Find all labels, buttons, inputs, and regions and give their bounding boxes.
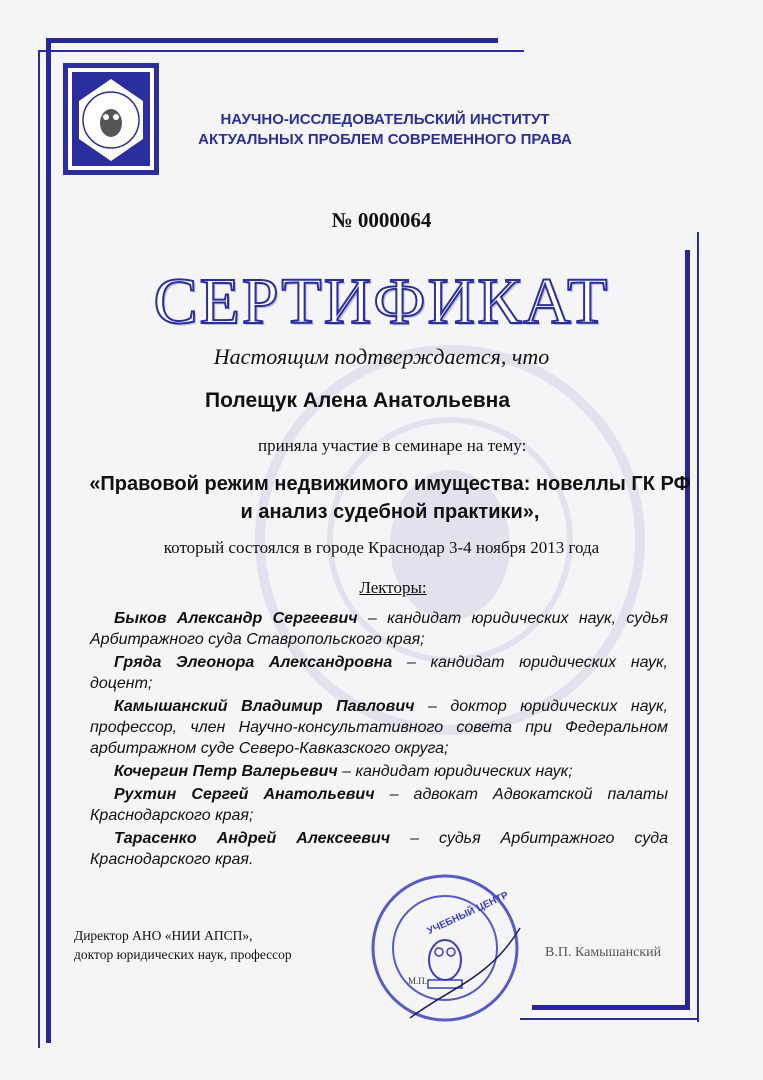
stamp-label: УЧЕБНЫЙ ЦЕНТР: [425, 889, 511, 938]
frame-bottom-thin: [520, 1018, 699, 1020]
director-block: [74, 926, 292, 964]
frame-bottom-thick: [532, 1005, 690, 1010]
lecturer-name: Камышанский Владимир Павлович: [114, 698, 415, 715]
signatory-name: В.П. Камышанский: [545, 945, 662, 960]
frame-top-thin: [38, 50, 524, 52]
lecturer-name: Тарасенко Андрей Алексеевич: [114, 830, 391, 847]
lecturer-item: [90, 696, 668, 759]
seminar-topic: [60, 470, 720, 526]
institute-name-line1: НАУЧНО-ИССЛЕДОВАТЕЛЬСКИЙ ИНСТИТУТ: [220, 111, 550, 128]
participation-text: приняла участие в семинаре на тему:: [258, 436, 527, 455]
institute-name-line2: АКТУАЛЬНЫХ ПРОБЛЕМ СОВРЕМЕННОГО ПРАВА: [198, 131, 572, 148]
institute-logo: [63, 63, 159, 175]
seminar-topic-line1: «Правовой режим недвижимого имущества: новеллы ГК РФ: [89, 473, 691, 495]
recipient-name: Полещук Алена Анатольевна: [205, 389, 511, 412]
lecturer-name: Гряда Элеонора Александровна: [114, 654, 393, 671]
lecturer-desc: – кандидат юридических наук, судья Арбитражного суда Ставропольского края;: [90, 610, 668, 648]
lecturer-item: [90, 784, 668, 826]
certificate-number: № 0000064: [331, 208, 432, 232]
lecturer-desc: – кандидат юридических наук, доцент;: [90, 654, 668, 692]
seminar-location-date: который состоялся в городе Краснодар 3-4 ноября 2013 года: [163, 538, 600, 557]
director-line1: Директор АНО «НИИ АПСП»,: [74, 928, 253, 943]
lecturers-heading: Лекторы:: [359, 578, 427, 597]
lecturer-desc: – судья Арбитражного суда Краснодарского края.: [90, 830, 668, 868]
lecturer-name: Быков Александр Сергеевич: [114, 610, 358, 627]
certificate-title: СЕРТИФИКАТ: [153, 265, 610, 338]
lecturer-name: Рухтин Сергей Анатольевич: [114, 786, 375, 803]
lecturer-desc: – доктор юридических наук, профессор, член Научно-консультативного совета при Федеральном арбитражном суде Северо-Кавказского округа;: [90, 698, 668, 757]
director-line2: доктор юридических наук, профессор: [74, 947, 292, 962]
lecturer-name: Кочергин Петр Валерьевич: [114, 763, 338, 780]
lecturers-list: [90, 608, 668, 872]
lecturer-desc: – адвокат Адвокатской палаты Краснодарского края;: [90, 786, 668, 824]
frame-top-thick: [46, 38, 498, 43]
institute-name: [170, 110, 600, 150]
lecturer-item: [90, 652, 668, 694]
lecturer-item: [90, 608, 668, 650]
lecturer-item: [90, 761, 668, 782]
seminar-topic-line2: и анализ судебной практики»,: [240, 501, 540, 523]
lecturer-desc: – кандидат юридических наук;: [337, 763, 573, 780]
lecturer-item: [90, 828, 668, 870]
stamp-place-mark: М.П.: [408, 976, 428, 986]
confirmation-text: Настоящим подтверждается, что: [213, 344, 550, 369]
